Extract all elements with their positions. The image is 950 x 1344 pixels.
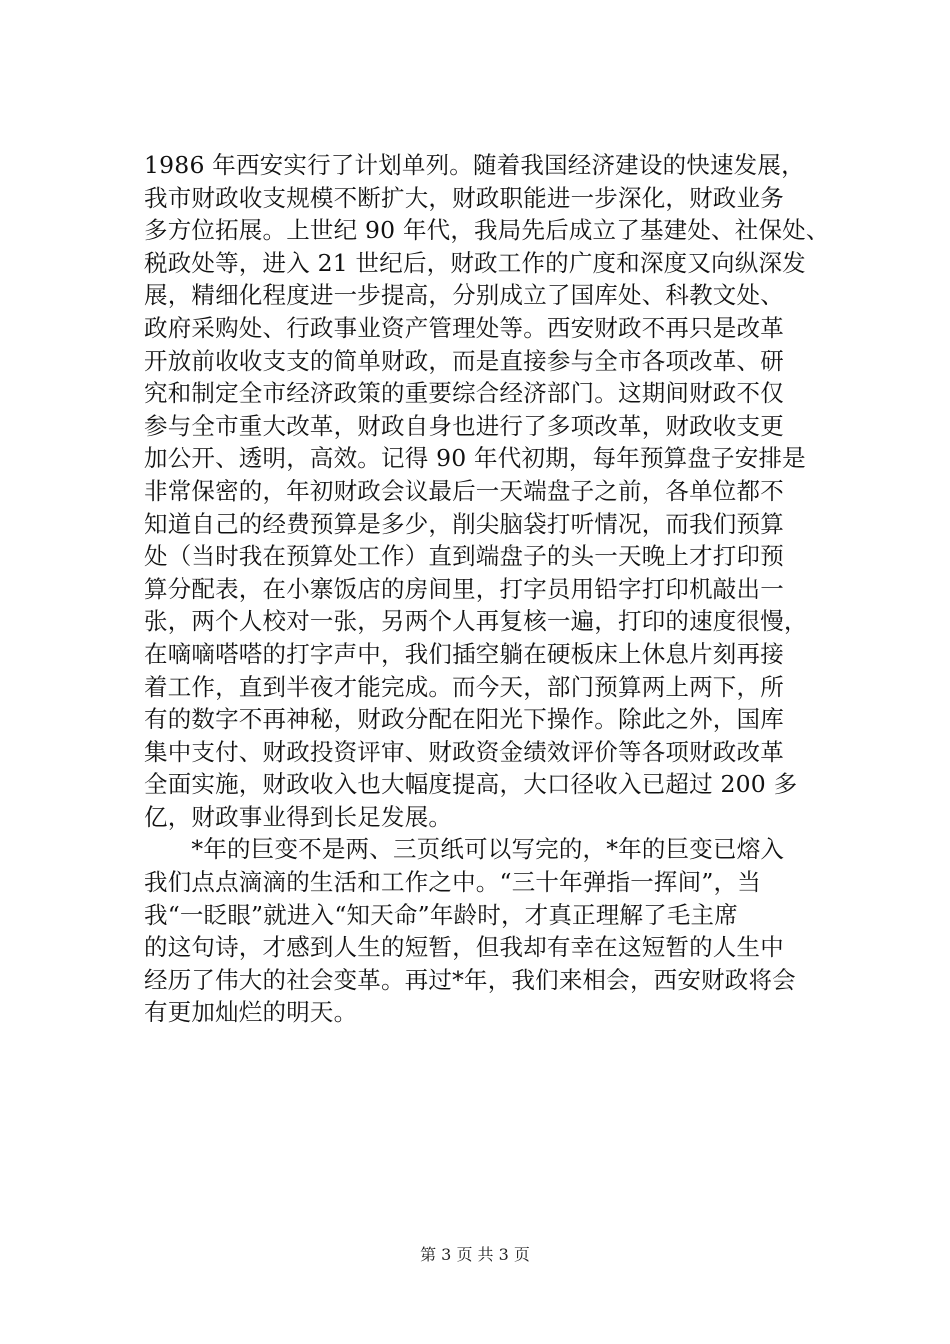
text-line: 开放前收收支支的简单财政，而是直接参与全市各项改革、研 (144, 346, 784, 375)
text-line: 处（当时我在预算处工作）直到端盘子的头一天晚上才打印预 (144, 542, 784, 571)
text-line: 1986 年西安实行了计划单列。随着我国经济建设的快速发展， (144, 151, 805, 179)
text-line: 我们点点滴滴的生活和工作之中。“三十年弹指一挥间”，当 (144, 868, 761, 897)
text-line: 在嘀嘀嗒嗒的打字声中，我们插空躺在硬板床上休息片刻再接 (144, 639, 784, 668)
text-line: 多方位拓展。上世纪 90 年代，我局先后成立了基建处、社保处、 (144, 216, 830, 245)
page-number: 第 3 页 共 3 页 (420, 1245, 530, 1264)
text-line: *年的巨变不是两、三页纸可以写完的，*年的巨变已熔入 (144, 835, 785, 864)
text-line: 我市财政收支规模不断扩大，财政职能进一步深化，财政业务 (144, 183, 784, 212)
text-line: 算分配表，在小寨饭店的房间里，打字员用铅字打印机敲出一 (144, 574, 784, 603)
text-line: 究和制定全市经济政策的重要综合经济部门。这期间财政不仅 (144, 379, 784, 408)
text-line: 着工作，直到半夜才能完成。而今天，部门预算两上两下，所 (144, 672, 784, 701)
page-footer (0, 1244, 950, 1266)
text-line: 税政处等，进入 21 世纪后，财政工作的广度和深度又向纵深发 (144, 248, 806, 277)
text-line: 亿，财政事业得到长足发展。 (144, 802, 453, 831)
text-line: 有更加灿烂的明天。 (144, 998, 358, 1027)
text-line: 我“一眨眼”就进入“知天命”年龄时，才真正理解了毛主席 (144, 900, 738, 929)
text-line: 全面实施，财政收入也大幅度提高，大口径收入已超过 200 多 (144, 770, 798, 799)
text-line: 加公开、透明，高效。记得 90 年代初期，每年预算盘子安排是 (144, 444, 806, 473)
text-line: 张，两个人校对一张，另两个人再复核一遍，打印的速度很慢， (144, 607, 808, 636)
document-body (144, 149, 844, 1029)
text-line: 经历了伟大的社会变革。再过*年，我们来相会，西安财政将会 (144, 965, 796, 994)
text-line: 政府采购处、行政事业资产管理处等。西安财政不再只是改革 (144, 313, 784, 342)
text-line: 展，精细化程度进一步提高，分别成立了国库处、科教文处、 (144, 281, 784, 310)
text-line: 的这句诗，才感到人生的短暂，但我却有幸在这短暂的人生中 (144, 933, 784, 962)
text-line: 非常保密的，年初财政会议最后一天端盘子之前，各单位都不 (144, 476, 784, 505)
text-line: 有的数字不再神秘，财政分配在阳光下操作。除此之外，国库 (144, 705, 784, 734)
text-line: 集中支付、财政投资评审、财政资金绩效评价等各项财政改革 (144, 737, 784, 766)
text-line: 参与全市重大改革，财政自身也进行了多项改革，财政收支更 (144, 411, 784, 440)
text-line: 知道自己的经费预算是多少，削尖脑袋打听情况，而我们预算 (144, 509, 784, 538)
